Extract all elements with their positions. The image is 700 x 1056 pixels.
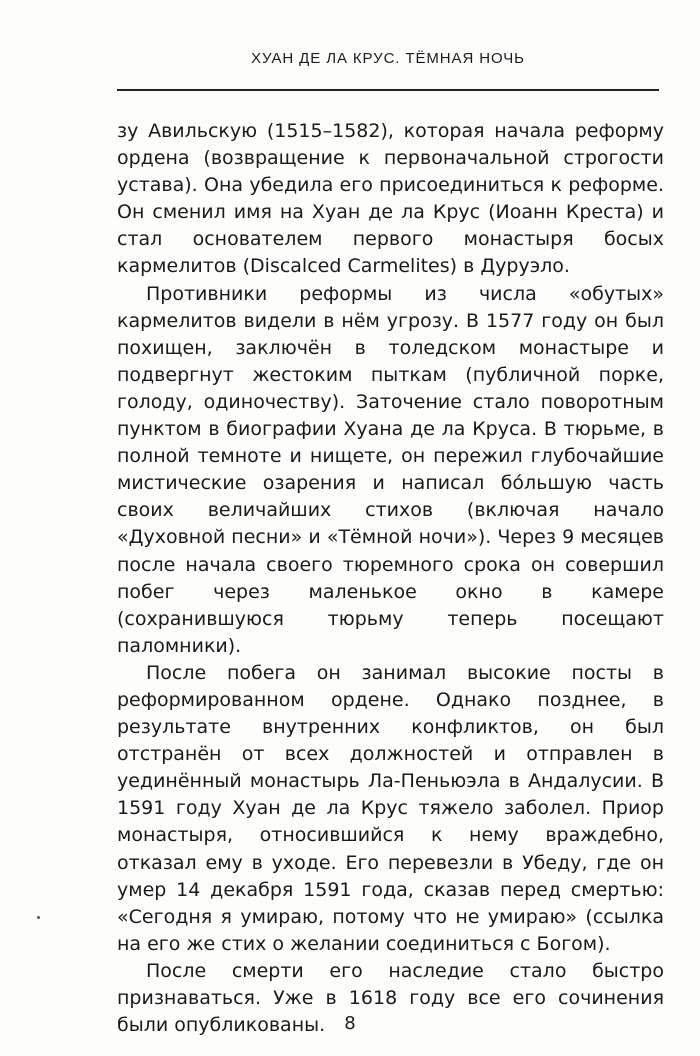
page-number: 8 bbox=[344, 1013, 356, 1034]
paragraph-2: Противники реформы из числа «обутых» кармелитов видели в нём угрозу. В 1577 году он был похищен, заключён в толедском монастыре и подвергнут жестоким пыткам (публичной порке, голоду, одиночеству). Заточение стало поворотным пунктом в биографии Хуана де ла Круса. В тюрьме, в полной темноте и нищете, он пережил глубочайшие мистические озарения и написал бóльшую часть своих величайших стихов (включая начало «Духовной песни» и «Тёмной ночи»). Через 9 месяцев после начала своего тюремного срока он совершил побег через маленькое окно в камере (сохранившуюся тюрьму теперь посещают паломники). bbox=[117, 282, 664, 657]
body-text bbox=[117, 118, 664, 1039]
header-rule bbox=[117, 89, 659, 91]
paragraph-4: После смерти его наследие стало быстро признаваться. Уже в 1618 году все его сочинения были опубликованы. bbox=[117, 959, 664, 1037]
paragraph-1: зу Авильскую (1515–1582), которая начала реформу ордена (возвращение к первоначальной строгости устава). Она убедила его присоединиться к реформе. Он сменил имя на Хуан де ла Крус (Иоанн Креста) и стал основателем первого монастыря босых кармелитов (Discalced Carmelites) в Дуруэло. bbox=[117, 120, 664, 278]
print-speck bbox=[37, 916, 40, 919]
running-header: ХУАН ДЕ ЛА КРУС. ТЁМНАЯ НОЧЬ bbox=[251, 50, 525, 67]
paragraph-3: После побега он занимал высокие посты в реформированном ордене. Однако позднее, в результате внутренних конфликтов, он был отстранён от всех должностей и отправлен в уединённый монастырь Ла-Пеньюэла в Андалусии. В 1591 году Хуан де ла Крус тяжело заболел. Приор монастыря, относившийся к нему враждебно, отказал ему в уходе. Его перевезли в Убеду, где он умер 14 декабря 1591 года, сказав перед смертью: «Сегодня я умираю, потому что не умираю» (ссылка на его же стих о желании соединиться с Богом). bbox=[117, 661, 664, 955]
